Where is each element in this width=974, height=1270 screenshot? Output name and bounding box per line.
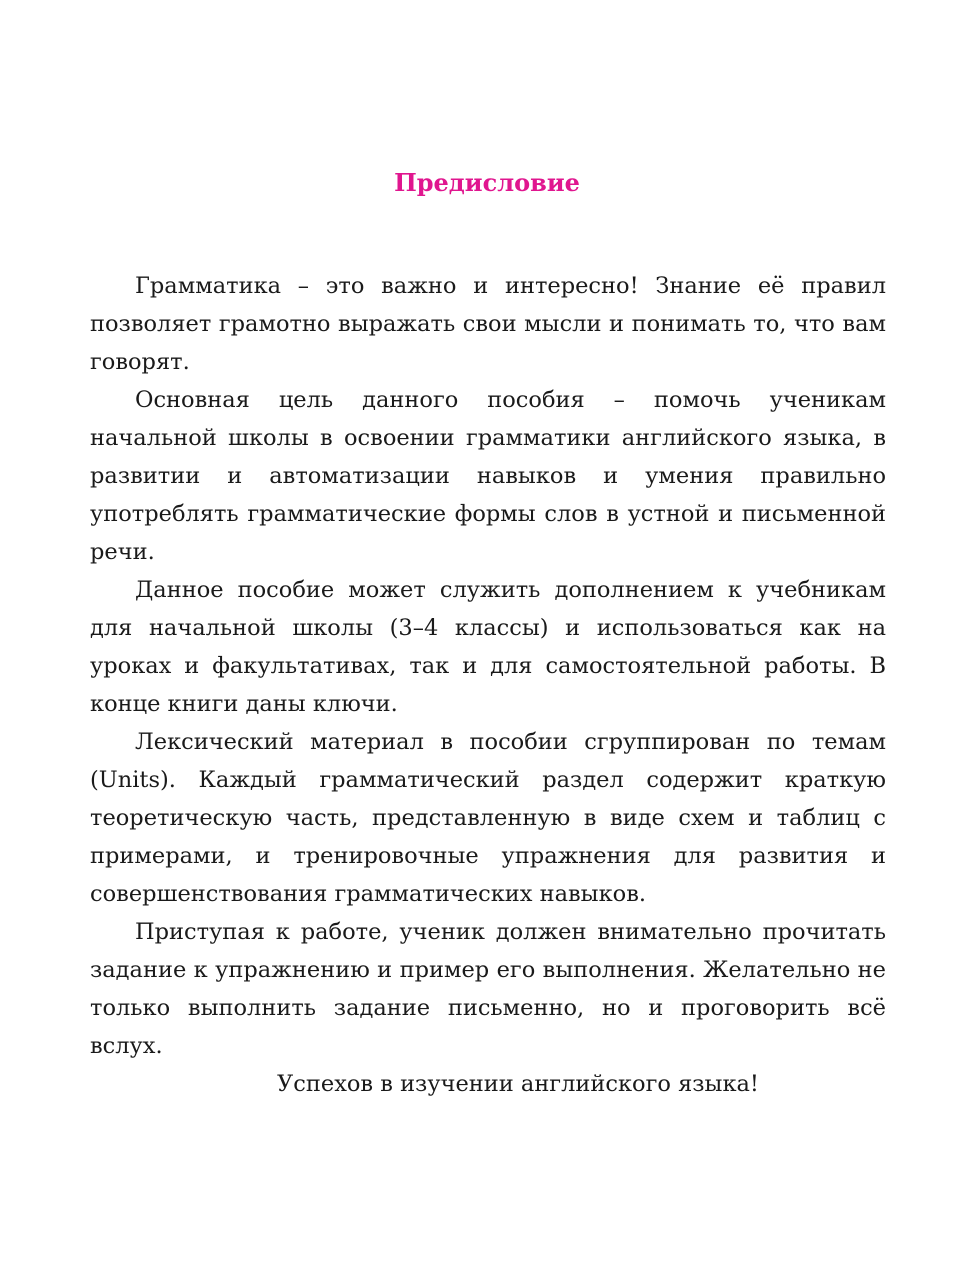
preface-body	[90, 267, 886, 1103]
paragraph-usage: Данное пособие может служить дополнением к учебникам для начальной школы (3–4 классы) и использоваться как на уроках и факультативах, так и для самостоятельной работы. В конце книги даны ключи.	[90, 577, 886, 717]
closing-wish: Успехов в изучении английского языка!	[277, 1071, 759, 1097]
paragraph-instructions: Приступая к работе, ученик должен внимательно прочитать задание к упражнению и пример его выполнения. Желательно не только выполнить задание письменно, но и проговорить всё вслух.	[90, 919, 886, 1059]
page-title: Предисловие	[394, 168, 580, 197]
paragraph-grammar-importance: Грамматика – это важно и интересно! Знание её правил позволяет грамотно выражать свои мысли и понимать то, что вам говорят.	[90, 273, 886, 375]
paragraph-lexical-material: Лексический материал в пособии сгруппирован по темам (Units). Каждый грамматический раздел содержит краткую теоретическую часть, представленную в виде схем и таблиц с примерами, и тренировочные упражнения для развития и совершенствования грамматических навыков.	[90, 729, 886, 907]
paragraph-main-goal: Основная цель данного пособия – помочь ученикам начальной школы в освоении грамматики английского языка, в развитии и автоматизации навыков и умения правильно употреблять грамматические формы слов в устной и письменной речи.	[90, 387, 886, 565]
